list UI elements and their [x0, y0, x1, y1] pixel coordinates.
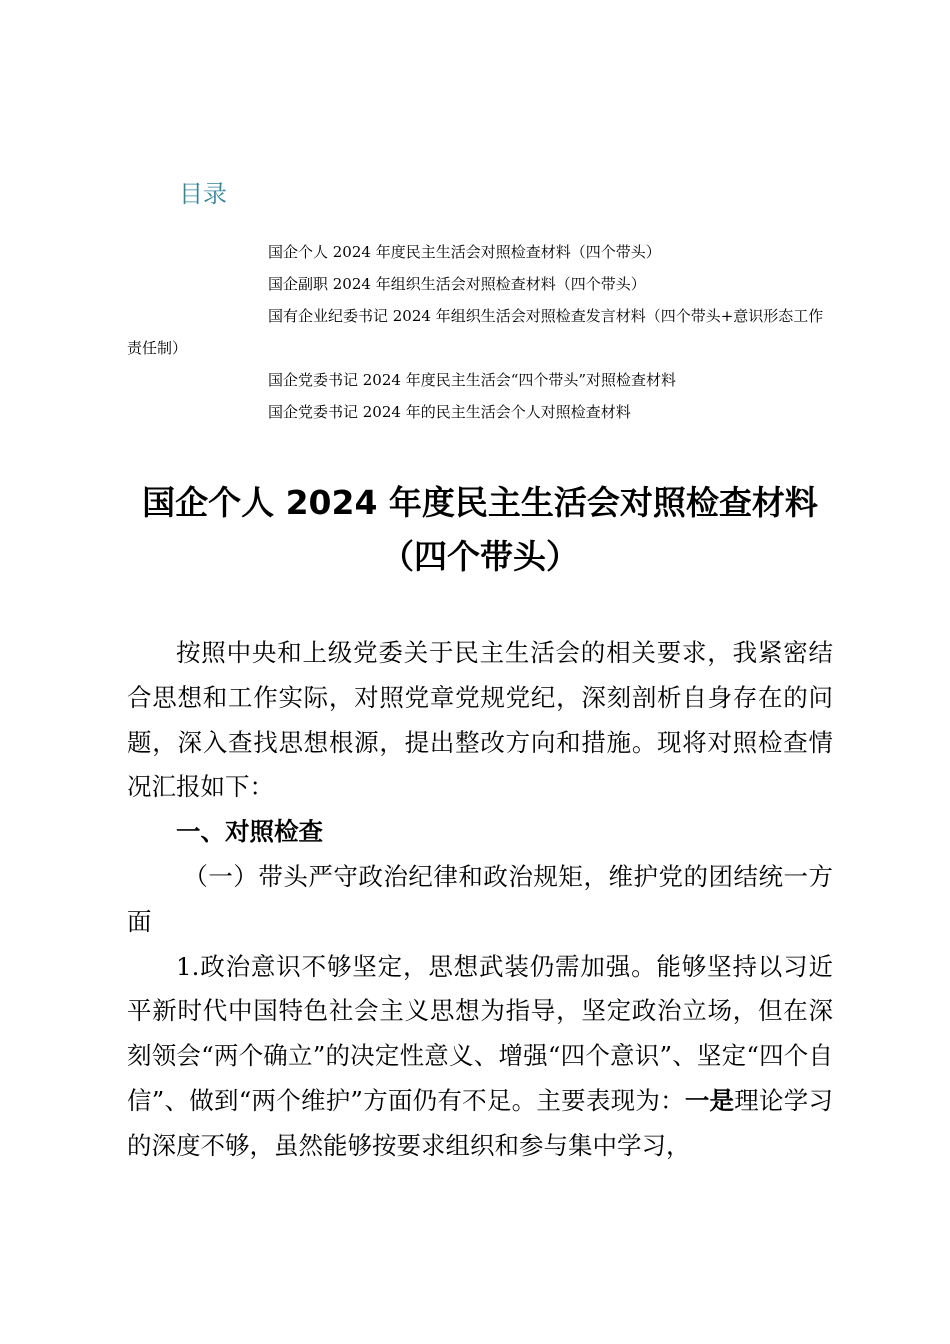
toc-item[interactable]: 国企党委书记 2024 年的民主生活会个人对照检查材料: [268, 403, 631, 421]
document-title: 国企个人 2024 年度民主生活会对照检查材料（四个带头）: [142, 483, 818, 576]
point-text-tail: 理论学习的深度不够，虽然能够按要求组织和参与集中学习，: [127, 1085, 834, 1160]
point-paragraph: [127, 945, 833, 1169]
section-heading: 一、对照检查: [176, 817, 323, 847]
document-body: [127, 631, 833, 1169]
table-of-contents: [127, 236, 833, 428]
subsection-heading: （一）带头严守政治纪律和政治规矩，维护党的团结统一方面: [127, 861, 833, 936]
toc-item[interactable]: 国企党委书记 2024 年度民主生活会“四个带头”对照检查材料: [268, 371, 677, 389]
point-text: 1.政治意识不够坚定，思想武装仍需加强。能够坚持以习近平新时代中国特色社会主义思想为指导，坚定政治立场，但在深刻领会“两个确立”的决定性意义、增强“四个意识”、坚定“四个自信”、做到“两个维护”方面仍有不足。主要表现为：: [127, 951, 833, 1115]
toc-heading: 目录: [179, 180, 227, 208]
toc-item[interactable]: 国企个人 2024 年度民主生活会对照检查材料（四个带头）: [268, 243, 661, 261]
point-emphasis: 一是: [684, 1085, 735, 1115]
toc-item[interactable]: 国有企业纪委书记 2024 年组织生活会对照检查发言材料（四个带头+意识形态工作责任制）: [127, 307, 824, 357]
toc-item[interactable]: 国企副职 2024 年组织生活会对照检查材料（四个带头）: [268, 275, 646, 293]
intro-paragraph: 按照中央和上级党委关于民主生活会的相关要求，我紧密结合思想和工作实际，对照党章党规党纪，深刻剖析自身存在的问题，深入查找思想根源，提出整改方向和措施。现将对照检查情况汇报如下：: [127, 638, 833, 802]
